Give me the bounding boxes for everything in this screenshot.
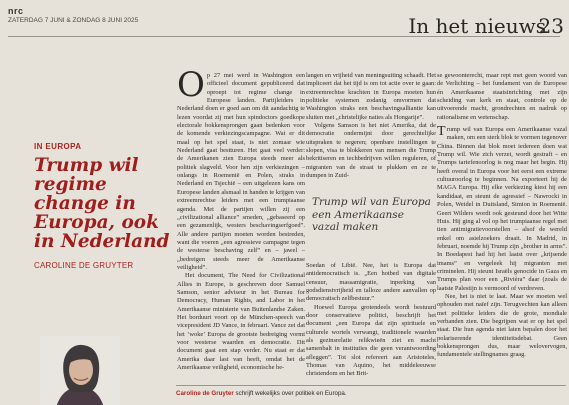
drop-cap: T [437,124,446,140]
article-column-2-continued [306,262,436,379]
paragraph: Soedan of Libië. Nee, het is Europa dat antidemocratisch is. „Een hotbed van digitale censuur, massamigratie, inperking van godsdienstvrijheid en talloze andere aanvallen op democratisch zelfbestuur.” [306,262,436,303]
paragraph: langen en vrijheid van meningsuiting schaadt. Het impliceert dat het tijd is om tot actie over te gaan: extreemrechtse krachten in Europa moeten hun politieke systemen zodanig omvormen dat Washington straks een beschavingsalliantie kan sluiten met „christelijke naties als Hongarije”. [306,72,436,121]
article-column-3 [437,72,567,360]
pull-quote: Trump wil van Europa een Amerikaanse vazal maken [312,196,431,233]
page-number: 23 [538,14,564,38]
author-byline: CAROLINE DE GRUYTER [34,261,134,270]
section-title: In het nieuws [408,14,546,38]
column-rubric: IN EUROPA [34,142,82,151]
paragraph: p 27 mei werd in Washington een officieel document gepubliceerd dat oproept tot regime change in Europese landen. Partijleiders in Nederland doen er goed aan om dit aandachtig te lezen voordat zij met hun spindoctors goedkope electorale bokkensprongen gaan bedenken voor de komende verkiezingscampagne. Wat er dit maal op het spel staat, is niet zomaar wie Nederland gaat bestturen. Het gaat veel verder: de Amerikanen zien Europa steeds meer als politiek slagveld. Voor hen zijn verkiezingen – onlangs in Roemenië en Polen, straks in Nederland en Tsjechië – een uitgelezen kans om Europese landen alsmaal in handen te krijgen van extreemrechtse leiders met een trumpiaanse agenda. Met de partijen willen zij een „civilizational alliance” smeden, „gebaseerd op een gezamenlijk, westers beschavingserfgoed”. Alle andere partijen moeten worden bestreden, want die voeren „een agressieve campagne tegen de westerse beschaving zelf” en – jawel – „bedreigen steeds meer de Amerikaanse veiligheid”. [177,72,305,271]
paragraph: Hoewel Europa grotendeels wordt bestuurd door conservatieve politici, beschrijft het document „een Europa dat zijn spirituele en culturele wortels verwangt, traditionele waarden als gezinsrelatie relikwieën ziet en macht samenbalt in instituties die geen verantwoording afleggen”. Tot slot refereert aan Aristoteles, Thomas van Aquino, het middeleeuwse christendom en het Brit- [306,303,436,378]
article-column-1 [177,65,305,372]
masthead [8,6,564,38]
author-footer [176,385,566,397]
paragraph: Volgens Samson is het niet Amerika, dat de democratie ondermijnt door gerechtelijke uitspraken te negeren; openbare instellingen te slopen, visa te blokkeren van mensen die Trump bekritiseren en techbedrijven willen reguleren, of migranten van de straat te plukken en ze te dumpen in Zuid- [306,122,436,180]
paragraph [437,126,567,293]
paragraph: Nee, het is niet te laat. Maar we moeten wel ophouden met naïef zijn. Terugvechten kan alleen met politieke leiders die de grote, mondiale verbanden zien. Die begrijpen wat er op het spel staat. Die hun agenda niet laten bepalen door het polariserende identiteitsdebat. Geen bokkensprongen dus, maar welovervogen, fundamentele stellingnames graag. [437,292,567,359]
paragraph: Het document, The Need for Civilizational Allies in Europe, is geschreven door Samuel Samson, senior adviseur in het Bureau for Democracy, Human Rights, and Labor in het Amerikaanse ministerie van Buitenlandse Zaken. Het borduurt voort op de München-speech van vicepresident JD Vance, in februari. Vance zei dat het ‘woke’ Europa de grootste bedreiging vormt voor westerse waarden en democratie. Dit document gaat een stap verder. Nu staat er dat Amerika daar last van heeft, omdat het de Amerikaanse veiligheid, economische be- [177,272,305,372]
author-name: Caroline de Gruyter [176,390,234,397]
drop-cap: O [177,65,205,105]
author-footer-text: schrijft wekelijks over politiek en Europa. [233,390,347,397]
dateline: ZATERDAG 7 JUNI & ZONDAG 8 JUNI 2025 [8,17,139,24]
author-portrait [40,336,120,405]
paragraph-text: rump wil van Europa een Amerikaanse vazal maken, om een sterk blok te vormen tegenover China. Binnen dat blok moet iedereen doen wat Trump wil. Wie zich verzet, wordt gestraft – en Trumps tariefenoorlog is nog maar het begin. Hij heeft overal in Europa voor het eerst een extreme cultuuroorlog te beginnen. Na exporteert hij de MAGA Europa. Hij elke verkiezing kiest hij een kandidaat, en steunt de agressief – Nawrocki in Polen, Weidel in Duitsland, Simion in Roemenië. Geert Wilders wordt ook gesteund door het Witte Huis. Hij ging al vol op het trumpiaanse regel met tien antimigratievoorstellen – alsof de wereld enkel om asielzoekers draait. In Madrid, in februari, noemde hij Trump zijn „brother in arms”. In Boedapest had hij het laatst over „krijsende imams” en vergeleek hij migranten met criminelen. Hij steunt Israëls genocide in Gaza en Trumps plan voor een „Rivièra” daar (zoals de laatste Palestijn is vermoord of verdreven. [437,126,567,292]
article-column-2 [306,72,436,180]
newspaper-logo: nrc [8,6,24,16]
paragraph: se gewoonterecht, maar rept met geen woord van de Verlichting – het fundament van de Europese én Amerikaanse staatsinrichting met zijn scheiding van kerk en staat, controle op de uitvoerende macht, grondrechten en nadruk op rationalisme en wetenschap. [437,72,567,121]
article-headline: Trump wil regime change in Europa, ook in Nederland [34,155,170,252]
